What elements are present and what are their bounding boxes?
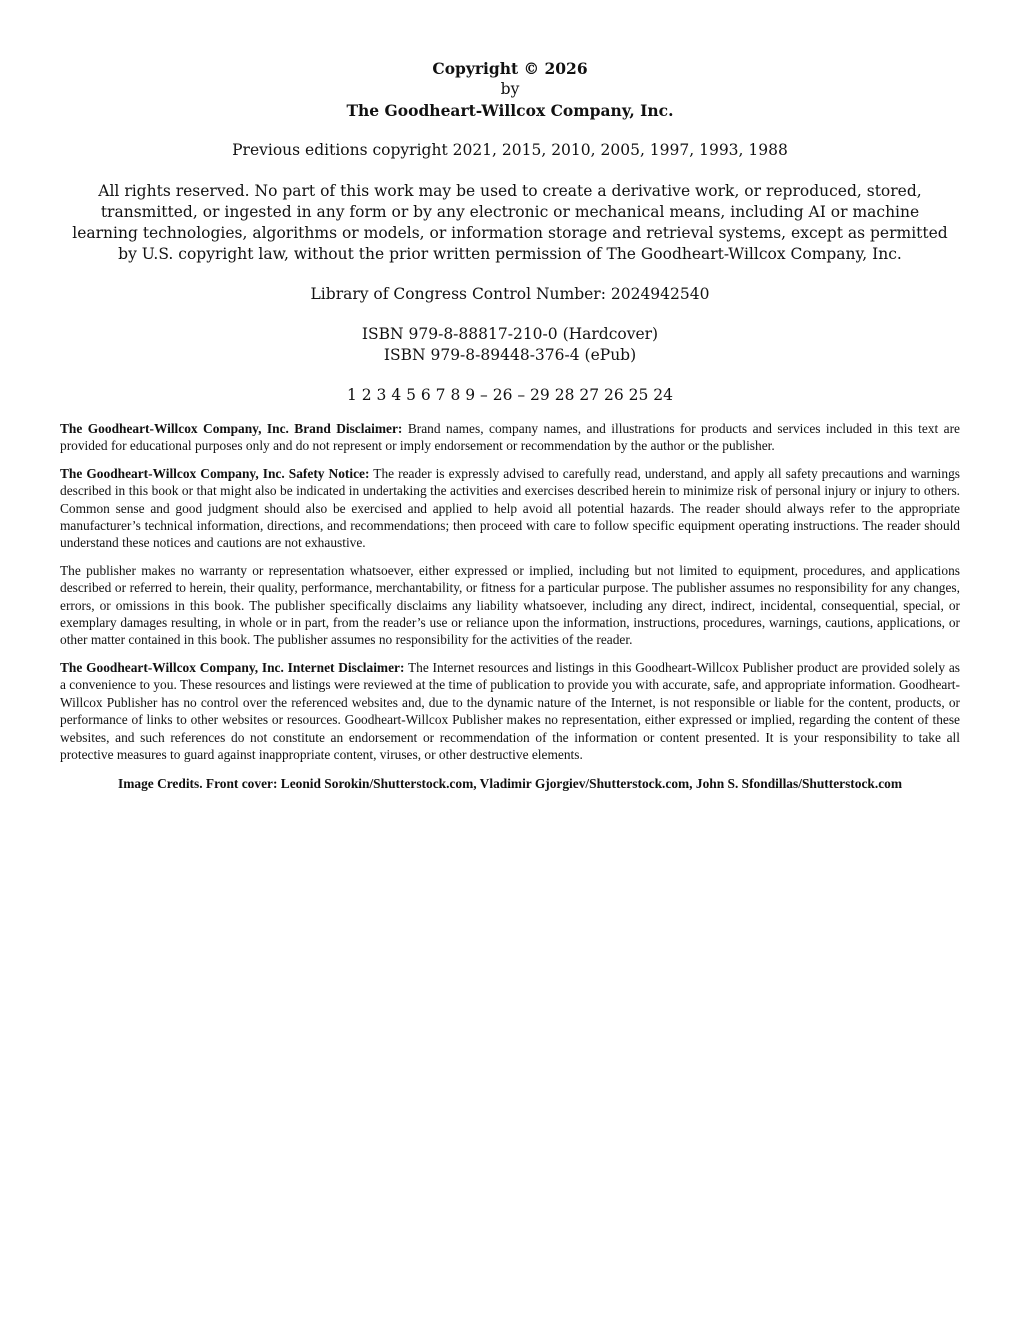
internet-disclaimer [60, 659, 960, 763]
copyright-by: by [500, 80, 520, 98]
isbn-hardcover: ISBN 979-8-88817-210-0 (Hardcover) [361, 325, 659, 343]
rights-reserved: All rights reserved. No part of this work may be used to create a derivative work, or reproduced, stored, transmitted, or ingested in any form or by any electronic or mechanical means, including AI or machine learning technologies, algorithms or models, or information storage and retrieval systems, except as permitted by U.S. copyright law, without the prior written permission of The Goodheart-Willcox Company, Inc. [72, 182, 948, 263]
isbn-block [60, 324, 960, 366]
brand-disclaimer [60, 420, 960, 455]
copyright-line: Copyright © 2026 [432, 59, 588, 78]
loc-control-number: Library of Congress Control Number: 2024942540 [310, 285, 710, 303]
safety-notice-lead: The Goodheart-Willcox Company, Inc. Safety Notice: [60, 465, 370, 481]
internet-disclaimer-lead: The Goodheart-Willcox Company, Inc. Internet Disclaimer: [60, 659, 405, 675]
warranty-disclaimer: The publisher makes no warranty or representation whatsoever, either expressed or implied, including but not limited to equipment, procedures, and applications described or referred to herein, their quality, performance, merchantability, or fitness for a particular purpose. The publisher assumes no responsibility for any changes, errors, or omissions in this book. The publisher specifically disclaims any liability whatsoever, including any direct, indirect, incidental, consequential, special, or exemplary damages resulting, in whole or in part, from the reader’s use or reliance upon the information, instructions, procedures, warnings, cautions, applications, or other matter contained in this book. The publisher assumes no responsibility for the activities of the reader. [60, 562, 960, 648]
isbn-epub: ISBN 979-8-89448-376-4 (ePub) [383, 346, 637, 364]
image-credits: Image Credits. Front cover: Leonid Sorokin/Shutterstock.com, Vladimir Gjorgiev/Shutterstock.com, John S. Sfondillas/Shutterstock.com [118, 776, 902, 792]
safety-notice [60, 465, 960, 552]
brand-disclaimer-lead: The Goodheart-Willcox Company, Inc. Brand Disclaimer: [60, 421, 403, 436]
safety-notice-text: The reader is expressly advised to carefully read, understand, and apply all safety precautions and warnings described in this book or that might also be indicated in undertaking the activities and exercises described herein to minimize risk of personal injury or injury to others. Common sense and good judgment should also be exercised and applied to help avoid all potential hazards. The reader should always refer to the appropriate manufacturer’s technical information, directions, and recommendations; then proceed with care to follow specific equipment operating instructions. The reader should understand these notices and cautions are not exhaustive. [60, 465, 960, 551]
printing-line: 1 2 3 4 5 6 7 8 9 – 26 – 29 28 27 26 25 24 [346, 386, 674, 404]
internet-disclaimer-text: The Internet resources and listings in this Goodheart-Willcox Publisher product are provided solely as a convenience to you. These resources and listings were reviewed at the time of publication to provide you with accurate, safe, and appropriate information. Goodheart-Willcox Publisher has no control over the referenced websites and, due to the dynamic nature of the Internet, is not responsible or liable for the content, products, or performance of links to other websites or resources. Goodheart-Willcox Publisher makes no representation, either expressed or implied, regarding the content of these websites, and such references do not constitute an endorsement or recommendation of the information or content presented. It is your responsibility to take all protective measures to guard against inappropriate content, viruses, or other destructive elements. [60, 659, 960, 762]
copyright-heading [60, 58, 960, 121]
copyright-page [60, 58, 960, 793]
previous-editions: Previous editions copyright 2021, 2015, 2010, 2005, 1997, 1993, 1988 [232, 141, 788, 159]
publisher-name: The Goodheart-Willcox Company, Inc. [346, 101, 674, 120]
brand-disclaimer-text: Brand names, company names, and illustrations for products and services included in this text are provided for educational purposes only and do not represent or imply endorsement or recommendation by the author or the publisher. [60, 421, 960, 454]
